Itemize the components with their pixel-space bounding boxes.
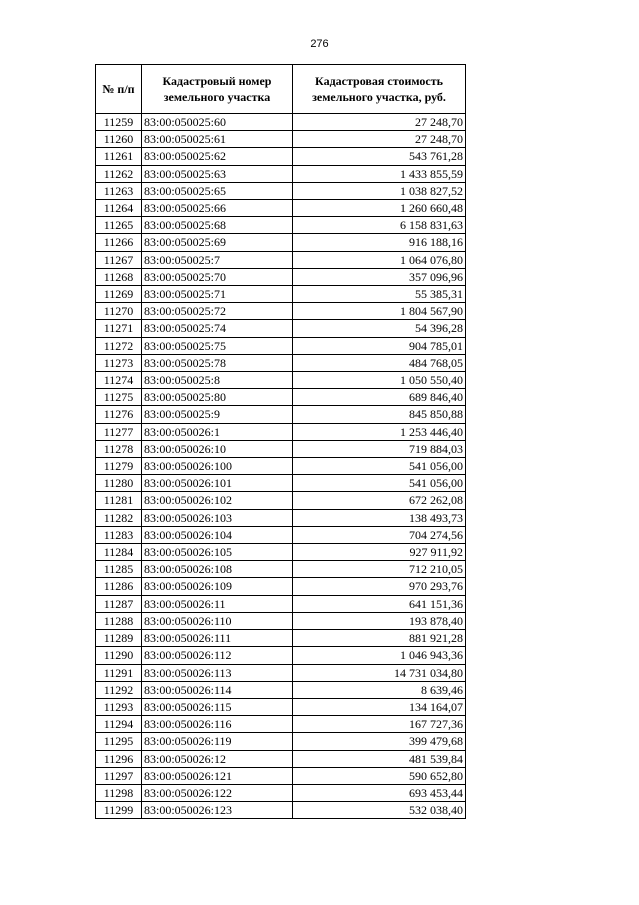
cadastral-number-cell: 83:00:050026:12 [142, 750, 293, 767]
row-number-cell: 11272 [96, 337, 142, 354]
cadastral-number-cell: 83:00:050026:112 [142, 647, 293, 664]
cadastral-number-cell: 83:00:050026:10 [142, 440, 293, 457]
cadastral-value-cell: 916 188,16 [293, 234, 466, 251]
cadastral-number-cell: 83:00:050025:65 [142, 182, 293, 199]
table-row [96, 630, 466, 647]
row-number-cell: 11292 [96, 681, 142, 698]
row-number-cell: 11289 [96, 630, 142, 647]
cadastral-number-cell: 83:00:050025:74 [142, 320, 293, 337]
row-number-cell: 11267 [96, 251, 142, 268]
table-row [96, 182, 466, 199]
table-row [96, 578, 466, 595]
cadastral-value-cell: 54 396,28 [293, 320, 466, 337]
cadastral-number-cell: 83:00:050026:109 [142, 578, 293, 595]
table-row [96, 526, 466, 543]
cadastral-value-cell: 27 248,70 [293, 131, 466, 148]
row-number-cell: 11298 [96, 784, 142, 801]
cadastral-number-cell: 83:00:050025:9 [142, 406, 293, 423]
table-row [96, 612, 466, 629]
row-number-cell: 11299 [96, 802, 142, 819]
table-body [96, 114, 466, 819]
row-number-cell: 11270 [96, 303, 142, 320]
cadastral-value-cell: 134 164,07 [293, 698, 466, 715]
cadastral-value-cell: 1 064 076,80 [293, 251, 466, 268]
table-row [96, 716, 466, 733]
row-number-cell: 11287 [96, 595, 142, 612]
table-row [96, 440, 466, 457]
cadastral-number-cell: 83:00:050026:115 [142, 698, 293, 715]
cadastral-value-cell: 543 761,28 [293, 148, 466, 165]
table-row [96, 750, 466, 767]
cadastral-number-cell: 83:00:050025:75 [142, 337, 293, 354]
cadastral-value-cell: 55 385,31 [293, 286, 466, 303]
table-row [96, 681, 466, 698]
header-row-number: № п/п [96, 65, 142, 114]
cadastral-value-cell: 970 293,76 [293, 578, 466, 595]
row-number-cell: 11262 [96, 165, 142, 182]
cadastral-value-cell: 1 804 567,90 [293, 303, 466, 320]
table-row [96, 544, 466, 561]
table-row [96, 148, 466, 165]
table-row [96, 286, 466, 303]
cadastral-number-cell: 83:00:050026:104 [142, 526, 293, 543]
table-row [96, 423, 466, 440]
row-number-cell: 11261 [96, 148, 142, 165]
table-header-row [96, 65, 466, 114]
cadastral-number-cell: 83:00:050026:1 [142, 423, 293, 440]
cadastral-number-cell: 83:00:050025:71 [142, 286, 293, 303]
cadastral-number-cell: 83:00:050026:123 [142, 802, 293, 819]
table-row [96, 389, 466, 406]
row-number-cell: 11266 [96, 234, 142, 251]
row-number-cell: 11271 [96, 320, 142, 337]
cadastral-value-cell: 689 846,40 [293, 389, 466, 406]
cadastral-number-cell: 83:00:050026:111 [142, 630, 293, 647]
cadastral-value-cell: 1 038 827,52 [293, 182, 466, 199]
row-number-cell: 11268 [96, 268, 142, 285]
row-number-cell: 11259 [96, 114, 142, 131]
table-row [96, 509, 466, 526]
row-number-cell: 11293 [96, 698, 142, 715]
cadastral-value-cell: 1 253 446,40 [293, 423, 466, 440]
cadastral-number-cell: 83:00:050026:114 [142, 681, 293, 698]
table-row [96, 131, 466, 148]
row-number-cell: 11278 [96, 440, 142, 457]
cadastral-value-cell: 1 050 550,40 [293, 372, 466, 389]
table-row [96, 268, 466, 285]
cadastral-value-cell: 8 639,46 [293, 681, 466, 698]
table-row [96, 733, 466, 750]
row-number-cell: 11260 [96, 131, 142, 148]
cadastral-number-cell: 83:00:050026:116 [142, 716, 293, 733]
cadastral-value-cell: 541 056,00 [293, 458, 466, 475]
cadastral-value-cell: 712 210,05 [293, 561, 466, 578]
row-number-cell: 11288 [96, 612, 142, 629]
cadastral-number-cell: 83:00:050026:101 [142, 475, 293, 492]
cadastral-value-cell: 590 652,80 [293, 767, 466, 784]
cadastral-number-cell: 83:00:050025:63 [142, 165, 293, 182]
cadastral-number-cell: 83:00:050025:72 [142, 303, 293, 320]
cadastral-number-cell: 83:00:050025:7 [142, 251, 293, 268]
table-row [96, 114, 466, 131]
table-row [96, 561, 466, 578]
cadastral-value-cell: 904 785,01 [293, 337, 466, 354]
cadastral-number-cell: 83:00:050026:113 [142, 664, 293, 681]
row-number-cell: 11276 [96, 406, 142, 423]
row-number-cell: 11297 [96, 767, 142, 784]
row-number-cell: 11264 [96, 200, 142, 217]
table-row [96, 200, 466, 217]
cadastral-value-cell: 672 262,08 [293, 492, 466, 509]
cadastral-number-cell: 83:00:050025:80 [142, 389, 293, 406]
cadastral-number-cell: 83:00:050026:105 [142, 544, 293, 561]
table-row [96, 458, 466, 475]
cadastral-value-cell: 6 158 831,63 [293, 217, 466, 234]
cadastral-value-table [95, 64, 466, 819]
cadastral-number-cell: 83:00:050025:62 [142, 148, 293, 165]
cadastral-value-cell: 927 911,92 [293, 544, 466, 561]
cadastral-number-cell: 83:00:050026:100 [142, 458, 293, 475]
table-row [96, 165, 466, 182]
cadastral-value-cell: 481 539,84 [293, 750, 466, 767]
table-row [96, 337, 466, 354]
table-row [96, 647, 466, 664]
cadastral-number-cell: 83:00:050026:119 [142, 733, 293, 750]
cadastral-number-cell: 83:00:050025:68 [142, 217, 293, 234]
table-row [96, 251, 466, 268]
cadastral-value-cell: 14 731 034,80 [293, 664, 466, 681]
table-row [96, 217, 466, 234]
row-number-cell: 11291 [96, 664, 142, 681]
cadastral-value-cell: 1 046 943,36 [293, 647, 466, 664]
cadastral-number-cell: 83:00:050025:60 [142, 114, 293, 131]
cadastral-value-cell: 193 878,40 [293, 612, 466, 629]
header-cadastral-number: Кадастровый номер земельного участка [142, 65, 293, 114]
cadastral-value-cell: 27 248,70 [293, 114, 466, 131]
cadastral-number-cell: 83:00:050026:108 [142, 561, 293, 578]
row-number-cell: 11283 [96, 526, 142, 543]
cadastral-number-cell: 83:00:050025:8 [142, 372, 293, 389]
row-number-cell: 11295 [96, 733, 142, 750]
cadastral-value-cell: 357 096,96 [293, 268, 466, 285]
row-number-cell: 11279 [96, 458, 142, 475]
row-number-cell: 11280 [96, 475, 142, 492]
cadastral-value-cell: 399 479,68 [293, 733, 466, 750]
cadastral-value-cell: 532 038,40 [293, 802, 466, 819]
row-number-cell: 11294 [96, 716, 142, 733]
table-row [96, 234, 466, 251]
cadastral-value-cell: 138 493,73 [293, 509, 466, 526]
cadastral-value-cell: 881 921,28 [293, 630, 466, 647]
cadastral-number-cell: 83:00:050026:103 [142, 509, 293, 526]
cadastral-number-cell: 83:00:050026:110 [142, 612, 293, 629]
header-cadastral-value: Кадастровая стоимость земельного участка, руб. [293, 65, 466, 114]
cadastral-value-cell: 845 850,88 [293, 406, 466, 423]
row-number-cell: 11263 [96, 182, 142, 199]
cadastral-value-cell: 641 151,36 [293, 595, 466, 612]
row-number-cell: 11275 [96, 389, 142, 406]
row-number-cell: 11290 [96, 647, 142, 664]
cadastral-number-cell: 83:00:050025:78 [142, 354, 293, 371]
row-number-cell: 11269 [96, 286, 142, 303]
row-number-cell: 11286 [96, 578, 142, 595]
page-number: 276 [310, 38, 329, 50]
row-number-cell: 11285 [96, 561, 142, 578]
cadastral-number-cell: 83:00:050026:102 [142, 492, 293, 509]
table-row [96, 595, 466, 612]
row-number-cell: 11265 [96, 217, 142, 234]
row-number-cell: 11282 [96, 509, 142, 526]
table-row [96, 492, 466, 509]
table-row [96, 372, 466, 389]
cadastral-number-cell: 83:00:050025:66 [142, 200, 293, 217]
cadastral-number-cell: 83:00:050026:122 [142, 784, 293, 801]
row-number-cell: 11281 [96, 492, 142, 509]
table-row [96, 698, 466, 715]
row-number-cell: 11277 [96, 423, 142, 440]
cadastral-value-cell: 1 433 855,59 [293, 165, 466, 182]
row-number-cell: 11296 [96, 750, 142, 767]
cadastral-value-cell: 719 884,03 [293, 440, 466, 457]
table-row [96, 320, 466, 337]
cadastral-number-cell: 83:00:050025:61 [142, 131, 293, 148]
cadastral-value-cell: 693 453,44 [293, 784, 466, 801]
cadastral-number-cell: 83:00:050026:121 [142, 767, 293, 784]
cadastral-value-cell: 704 274,56 [293, 526, 466, 543]
cadastral-number-cell: 83:00:050025:70 [142, 268, 293, 285]
cadastral-value-cell: 167 727,36 [293, 716, 466, 733]
cadastral-value-cell: 1 260 660,48 [293, 200, 466, 217]
row-number-cell: 11284 [96, 544, 142, 561]
cadastral-number-cell: 83:00:050025:69 [142, 234, 293, 251]
table-row [96, 475, 466, 492]
table-row [96, 784, 466, 801]
table-row [96, 406, 466, 423]
table-row [96, 303, 466, 320]
table-row [96, 354, 466, 371]
table-row [96, 664, 466, 681]
table-row [96, 802, 466, 819]
row-number-cell: 11273 [96, 354, 142, 371]
cadastral-value-cell: 484 768,05 [293, 354, 466, 371]
cadastral-value-cell: 541 056,00 [293, 475, 466, 492]
table-row [96, 767, 466, 784]
cadastral-number-cell: 83:00:050026:11 [142, 595, 293, 612]
row-number-cell: 11274 [96, 372, 142, 389]
